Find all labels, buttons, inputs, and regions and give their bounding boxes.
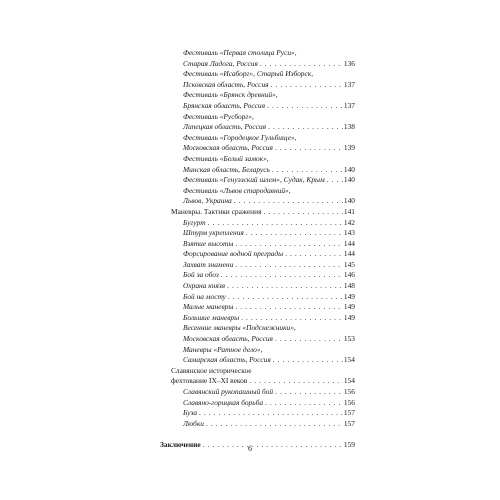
toc-entry-title: Малые маневры (183, 302, 234, 312)
toc-entry (0, 260, 500, 271)
toc-entry (0, 419, 500, 430)
toc-entry-title: Фестиваль «Брянск древний», (183, 90, 278, 100)
toc-leader-dots (275, 143, 343, 154)
toc-leader-dots (275, 387, 343, 398)
toc-leader-dots (272, 165, 343, 176)
toc-entry-title: Весенние маневры «Подснежники», (183, 323, 296, 333)
toc-entry (0, 90, 500, 101)
toc-leader-dots (235, 302, 343, 313)
toc-entry (0, 323, 500, 334)
toc-entry-title: Минская область, Беларусь (183, 164, 270, 174)
toc-entry-title: Славяно-горицкая борьба (183, 397, 264, 407)
toc-entry-page: 157 (343, 408, 355, 418)
toc-entry (0, 398, 500, 409)
toc-leader-dots (265, 398, 343, 409)
toc-entry-page: 137 (343, 100, 355, 110)
toc-entry-title: Бугурт (183, 217, 206, 227)
toc-entry-title: Старая Ладога, Россия (183, 58, 258, 68)
toc-entry (0, 292, 500, 303)
toc-entry-page: 140 (343, 196, 355, 206)
toc-entry-title: Славянский рукопашный бой (183, 387, 274, 396)
toc-entry-title: Заключение (160, 439, 201, 449)
toc-entry-page: 144 (343, 238, 355, 248)
toc-entry-page: 154 (343, 376, 355, 386)
toc-entry-title: Липецкая область, Россия (183, 122, 267, 132)
toc-entry (0, 313, 500, 324)
toc-leader-dots (271, 80, 343, 91)
toc-entry-title: Бой за обоз (183, 270, 219, 280)
toc-entry-title: Фестиваль «Первая столица Руси», (183, 48, 297, 57)
toc-entry (0, 154, 500, 165)
toc-entry (0, 186, 500, 197)
toc-entry-page: 149 (343, 291, 355, 301)
toc-entry-title: фехтование IX–XI веков (171, 376, 248, 386)
toc-entry (0, 80, 500, 91)
toc-entry (0, 112, 500, 123)
toc-entry (0, 376, 500, 387)
toc-leader-dots (267, 101, 343, 112)
toc-entry (0, 345, 500, 356)
toc-entry (0, 133, 500, 144)
toc-spacer (0, 429, 500, 440)
toc-entry-page: 140 (343, 164, 355, 174)
toc-entry (0, 218, 500, 229)
toc-entry (0, 101, 500, 112)
toc-entry-title: Фестиваль «Львов стародавний», (183, 185, 291, 195)
toc-entry-page: 159 (343, 439, 355, 449)
toc-leader-dots (199, 408, 343, 419)
toc-entry-page: 148 (343, 281, 355, 291)
toc-leader-dots (228, 292, 343, 303)
toc-entry-title: Фестиваль «Русборг», (183, 111, 254, 121)
toc-entry (0, 281, 500, 292)
toc-entry (0, 143, 500, 154)
toc-entry-title: Любки (183, 418, 204, 428)
toc-entry (0, 249, 500, 260)
toc-leader-dots (327, 175, 343, 186)
toc-entry-title: Маневры «Ратное дело», (183, 344, 263, 354)
toc-entry-title: Московская область, Россия (183, 334, 273, 344)
toc-leader-dots (241, 313, 343, 324)
toc-leader-dots (268, 122, 343, 133)
toc-entry (0, 387, 500, 398)
toc-leader-dots (234, 196, 343, 207)
toc-entry-title: Маневры. Тактики сражения (171, 206, 262, 216)
toc-entry (0, 165, 500, 176)
toc-entry-page: 136 (343, 58, 355, 68)
toc-entry (0, 196, 500, 207)
toc-entry (0, 69, 500, 80)
toc-entry-title: Московская область, Россия (183, 143, 273, 153)
toc-entry-page: 137 (343, 79, 355, 89)
toc-leader-dots (273, 355, 343, 366)
toc-entry (0, 59, 500, 70)
toc-entry-page: 154 (343, 355, 355, 365)
toc-leader-dots (227, 281, 343, 292)
toc-entry-title: Самарская область, Россия (183, 355, 271, 365)
toc-leader-dots (275, 334, 343, 345)
toc-entry-page: 145 (343, 259, 355, 269)
toc-entry-title: Буза (183, 408, 198, 418)
toc-entry-page: 143 (343, 228, 355, 238)
toc-entry (0, 270, 500, 281)
toc-entry-page: 157 (343, 418, 355, 428)
toc-entry-title: Большие маневры (183, 312, 240, 322)
toc-leader-dots (285, 249, 343, 260)
toc-leader-dots (206, 419, 343, 430)
toc-entry (0, 207, 500, 218)
toc-entry-title: Бой на мосту (183, 291, 226, 301)
toc-entry-title: Фестиваль «Генуэзский шлем», Судак, Крым (183, 175, 325, 185)
toc-leader-dots (249, 376, 343, 387)
toc-entry (0, 228, 500, 239)
toc-entry-title: Славянское историческое (171, 365, 252, 375)
toc-entry-title: Захват знамени (183, 259, 234, 269)
table-of-contents (0, 48, 500, 451)
toc-entry-title: Фестиваль «Городецкое Гульбище», (183, 132, 297, 142)
toc-entry-page: 138 (343, 122, 355, 132)
toc-leader-dots (263, 207, 342, 218)
toc-entry-page: 139 (343, 143, 355, 153)
toc-entry-title: Охрана князя (183, 281, 226, 291)
toc-entry-title: Фестиваль «Исаборг», Старый Изборск, (183, 69, 314, 79)
toc-entry-title: Псковская область, Россия (183, 79, 269, 89)
toc-leader-dots (246, 228, 343, 239)
toc-entry-page: 140 (343, 175, 355, 185)
toc-entry-page: 156 (343, 387, 355, 396)
toc-entry (0, 408, 500, 419)
toc-entry (0, 366, 500, 377)
toc-entry-page: 149 (343, 312, 355, 322)
toc-entry (0, 48, 500, 59)
toc-entry (0, 239, 500, 250)
toc-leader-dots (260, 59, 343, 70)
toc-entry (0, 175, 500, 186)
toc-leader-dots (221, 270, 343, 281)
toc-entry (0, 334, 500, 345)
toc-entry-page: 141 (343, 206, 355, 216)
toc-entry-page: 146 (343, 270, 355, 280)
toc-entry-title: Львов, Украина (183, 196, 232, 206)
toc-entry-title: Штурм укрепления (183, 228, 244, 238)
toc-entry (0, 355, 500, 366)
toc-entry-page: 153 (343, 334, 355, 344)
toc-entry-page: 149 (343, 302, 355, 312)
toc-entry-title: Взятие высоты (183, 238, 234, 248)
toc-entry-page: 156 (343, 397, 355, 407)
toc-entry-title: Брянская область, Россия (183, 100, 266, 110)
toc-leader-dots (235, 260, 343, 271)
toc-entry (0, 122, 500, 133)
toc-entry-page: 144 (343, 249, 355, 259)
toc-entry-page: 142 (343, 217, 355, 227)
toc-entry (0, 302, 500, 313)
toc-leader-dots (208, 218, 343, 229)
toc-entry-title: Фестиваль «Белый замок», (183, 153, 269, 163)
toc-leader-dots (235, 239, 343, 250)
toc-entry-title: Форсирование водной преграды (183, 249, 284, 259)
page-number: 6 (248, 444, 252, 453)
